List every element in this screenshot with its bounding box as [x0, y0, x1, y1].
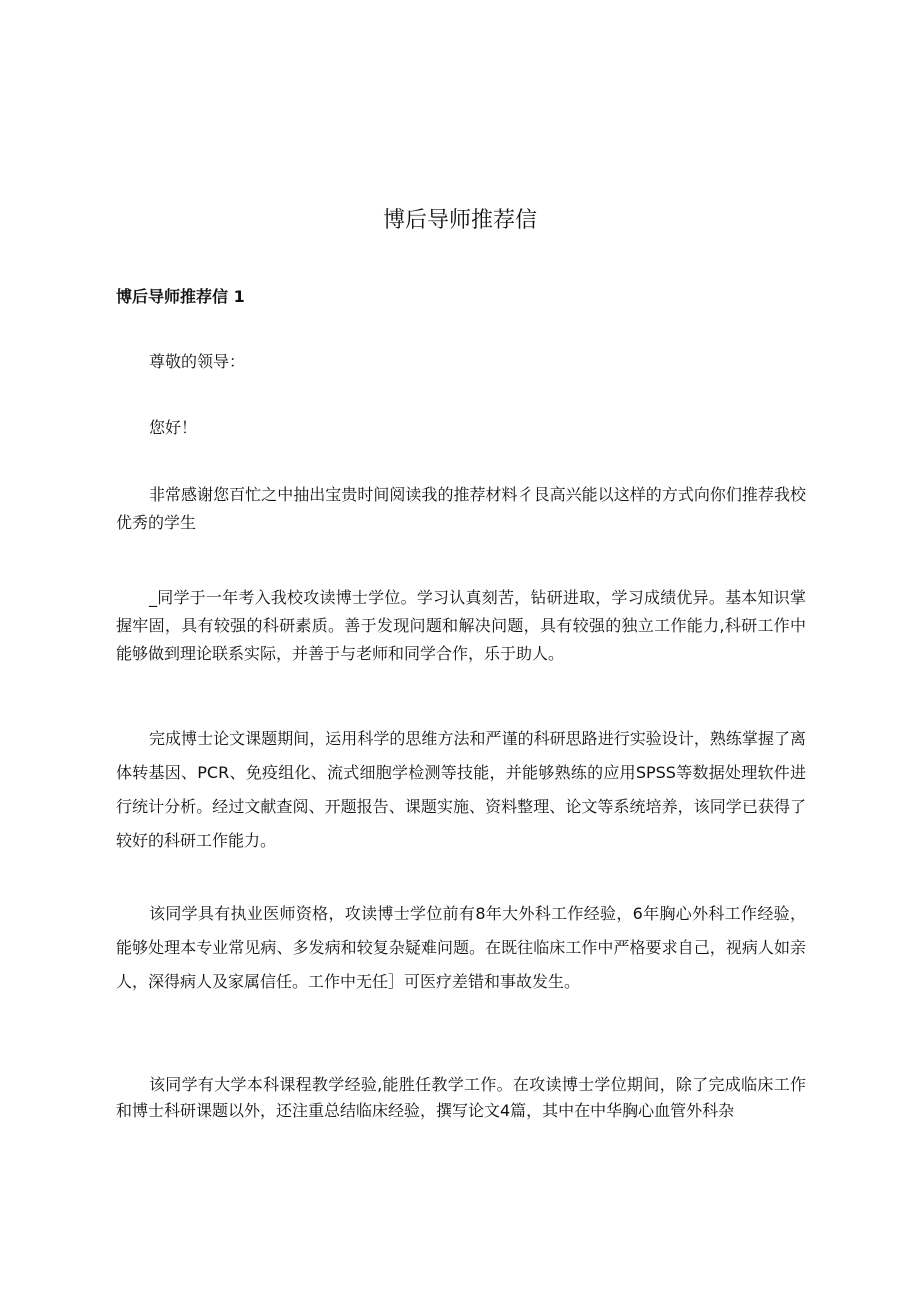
section-heading: 博后导师推荐信 1 [116, 287, 245, 306]
paragraph-research: 完成博士论文课题期间，运用科学的思维方法和严谨的科研思路进行实验设计，熟练掌握了离体转基因、PCR、免疫组化、流式细胞学检测等技能，并能够熟练的应用SPSS等数据处理软件进行统计分析。经过文献查阅、开题报告、课题实施、资料整理、论文等系统培养，该同学已获得了较好的科研工作能力。 [116, 729, 806, 850]
paragraph-study: _同学于一年考入我校攻读博士学位。学习认真刻苦，钻研进取，学习成绩优异。基本知识掌握牢固，具有较强的科研素质。善于发现问题和解决问题，具有较强的独立工作能力,科研工作中能够做到理论联系实际，并善于与老师和同学合作，乐于助人。 [116, 588, 806, 663]
paragraph-intro: 非常感谢您百忙之中抽出宝贵时间阅读我的推荐材料彳艮高兴能以这样的方式向你们推荐我校优秀的学生 [116, 485, 806, 532]
document-title: 博后导师推荐信 [382, 208, 537, 233]
greeting: 您好！ [149, 418, 198, 437]
salutation: 尊敬的领导： [149, 352, 246, 371]
paragraph-clinical: 该同学具有执业医师资格，攻读博士学位前有8年大外科工作经验，6年胸心外科工作经验，能够处理本专业常见病、多发病和较复杂疑难问题。在既往临床工作中严格要求自己，视病人如亲人，深得病人及家属信任。工作中无任］可医疗差错和事故发生。 [116, 904, 806, 991]
paragraph-teaching: 该同学有大学本科课程教学经验,能胜任教学工作。在攻读博士学位期间，除了完成临床工作和博士科研课题以外，还注重总结临床经验，撰写论文4篇，其中在中华胸心血管外科杂 [116, 1075, 806, 1120]
